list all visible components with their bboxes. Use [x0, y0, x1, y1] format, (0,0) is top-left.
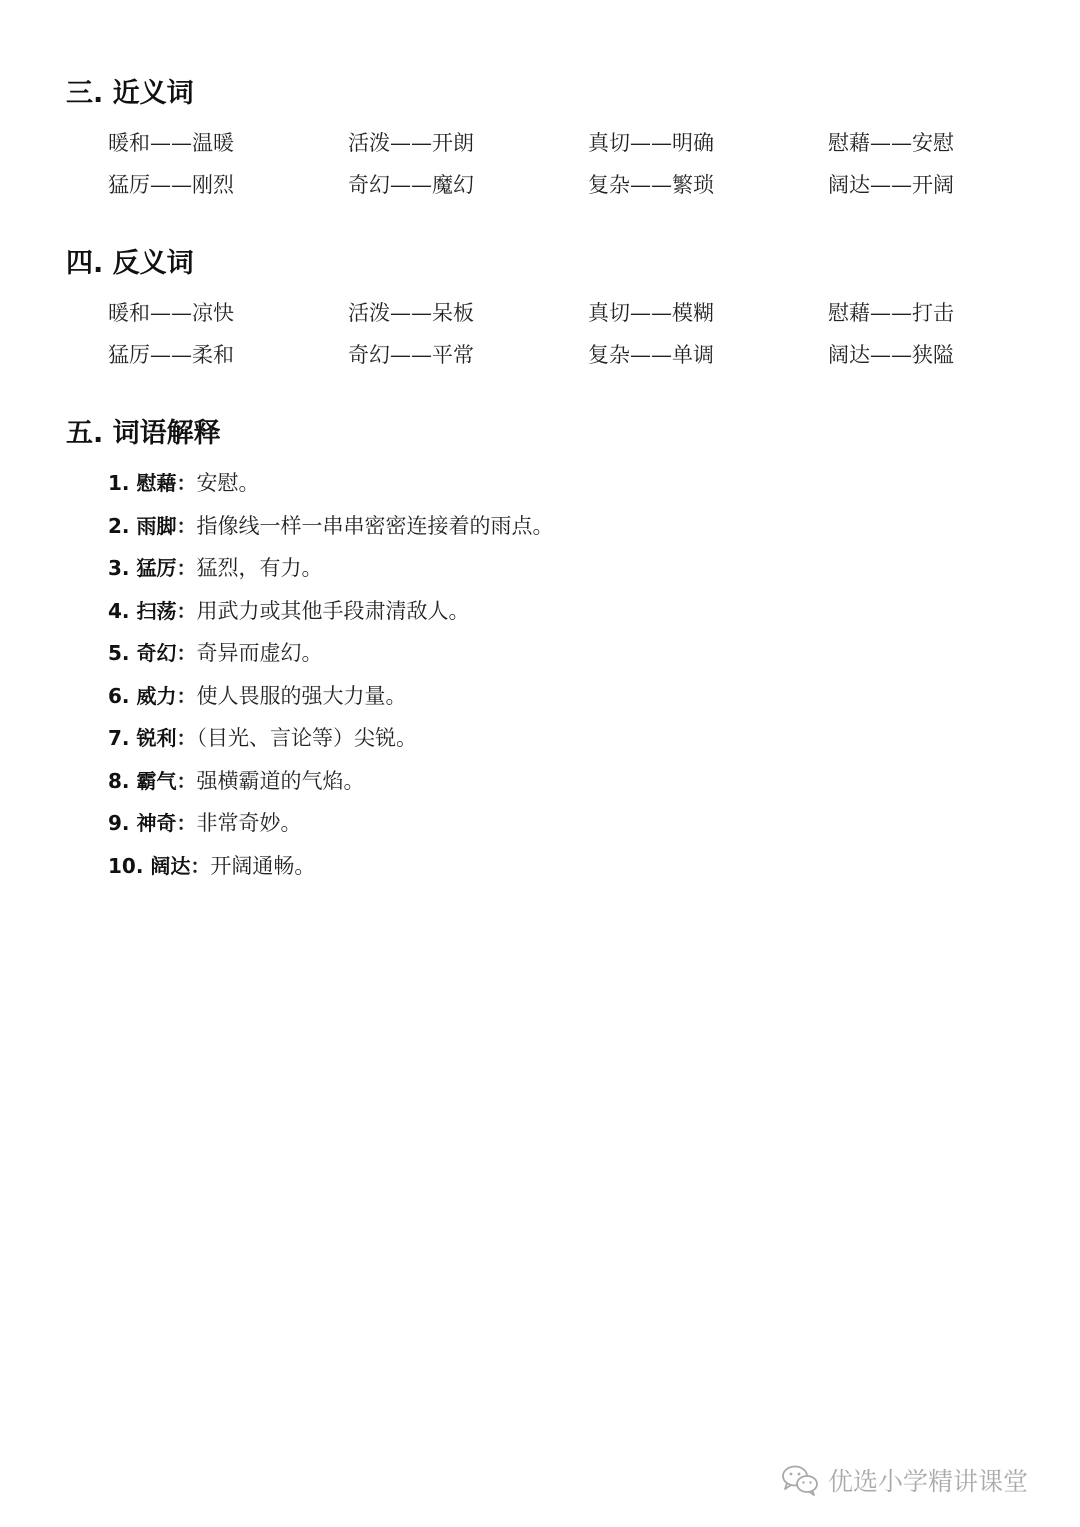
- antonyms-heading: 四. 反义词: [66, 248, 194, 279]
- definition-term: 6. 威力: [108, 683, 177, 708]
- definition-item: [108, 594, 1008, 637]
- watermark-text: 优选小学精讲课堂: [828, 1467, 1029, 1496]
- colon: ：: [176, 556, 197, 580]
- colon: ：: [176, 598, 197, 623]
- definition-item: [108, 509, 1008, 552]
- colon: ：: [176, 726, 197, 750]
- colon: ：: [176, 683, 197, 708]
- colon: ：: [176, 471, 197, 495]
- definition-text: 非常奇妙。: [196, 811, 302, 835]
- definition-term: 2. 雨脚: [108, 513, 177, 538]
- synonym-pair: 阔达——开阔: [828, 173, 954, 197]
- definition-term: 7. 锐利: [108, 726, 177, 750]
- colon: ：: [190, 853, 211, 878]
- definition-item: [108, 636, 1008, 679]
- watermark: [780, 1460, 1028, 1500]
- antonym-pair: 奇幻——平常: [348, 343, 474, 367]
- antonyms-row: [108, 298, 1008, 340]
- antonym-pair: 活泼——呆板: [348, 301, 474, 325]
- definition-item: [108, 721, 1008, 764]
- synonyms-row: [108, 170, 1008, 212]
- synonym-pair: 真切——明确: [588, 131, 714, 155]
- synonym-pair: 复杂——繁琐: [588, 173, 714, 197]
- definition-item: [108, 764, 1008, 807]
- synonyms-row: [108, 128, 1008, 170]
- definition-term: 8. 霸气: [108, 768, 177, 793]
- synonym-pair: 奇幻——魔幻: [348, 173, 474, 197]
- antonym-pair: 真切——模糊: [588, 301, 714, 325]
- colon: ：: [176, 641, 197, 665]
- definitions-list: [108, 466, 1008, 891]
- definition-text: （目光、言论等）尖锐。: [196, 726, 417, 750]
- colon: ：: [176, 513, 197, 538]
- definitions-heading: 五. 词语解释: [66, 418, 221, 449]
- antonym-pair: 复杂——单调: [588, 343, 714, 367]
- colon: ：: [176, 811, 197, 835]
- definition-term: 4. 扫荡: [108, 598, 177, 623]
- definition-item: [108, 806, 1008, 849]
- synonym-pair: 猛厉——刚烈: [108, 173, 234, 197]
- definition-item: [108, 849, 1008, 892]
- definition-text: 奇异而虚幻。: [196, 641, 323, 665]
- synonym-pair: 活泼——开朗: [348, 131, 474, 155]
- definition-term: 9. 神奇: [108, 811, 177, 835]
- antonym-pair: 暖和——凉快: [108, 301, 234, 325]
- definition-text: 用武力或其他手段肃清敌人。: [196, 598, 470, 623]
- definition-term: 3. 猛厉: [108, 556, 177, 580]
- wechat-icon: [780, 1463, 820, 1497]
- definition-item: [108, 466, 1008, 509]
- definition-text: 猛烈，有力。: [196, 556, 323, 580]
- definition-text: 指像线一样一串串密密连接着的雨点。: [196, 513, 554, 538]
- synonym-pair: 暖和——温暖: [108, 131, 234, 155]
- definition-text: 安慰。: [196, 471, 260, 495]
- synonyms-grid: [108, 128, 1008, 212]
- definition-text: 强横霸道的气焰。: [196, 768, 365, 793]
- definition-text: 开阔通畅。: [210, 853, 316, 878]
- definition-term: 10. 阔达: [108, 853, 191, 878]
- antonym-pair: 阔达——狭隘: [828, 343, 954, 367]
- definition-item: [108, 551, 1008, 594]
- antonyms-row: [108, 340, 1008, 382]
- definition-term: 1. 慰藉: [108, 471, 177, 495]
- definition-text: 使人畏服的强大力量。: [196, 683, 407, 708]
- definition-item: [108, 679, 1008, 722]
- antonyms-grid: [108, 298, 1008, 382]
- synonyms-heading: 三. 近义词: [66, 78, 194, 109]
- synonym-pair: 慰藉——安慰: [828, 131, 954, 155]
- antonym-pair: 慰藉——打击: [828, 301, 954, 325]
- antonym-pair: 猛厉——柔和: [108, 343, 234, 367]
- definition-term: 5. 奇幻: [108, 641, 177, 665]
- colon: ：: [176, 768, 197, 793]
